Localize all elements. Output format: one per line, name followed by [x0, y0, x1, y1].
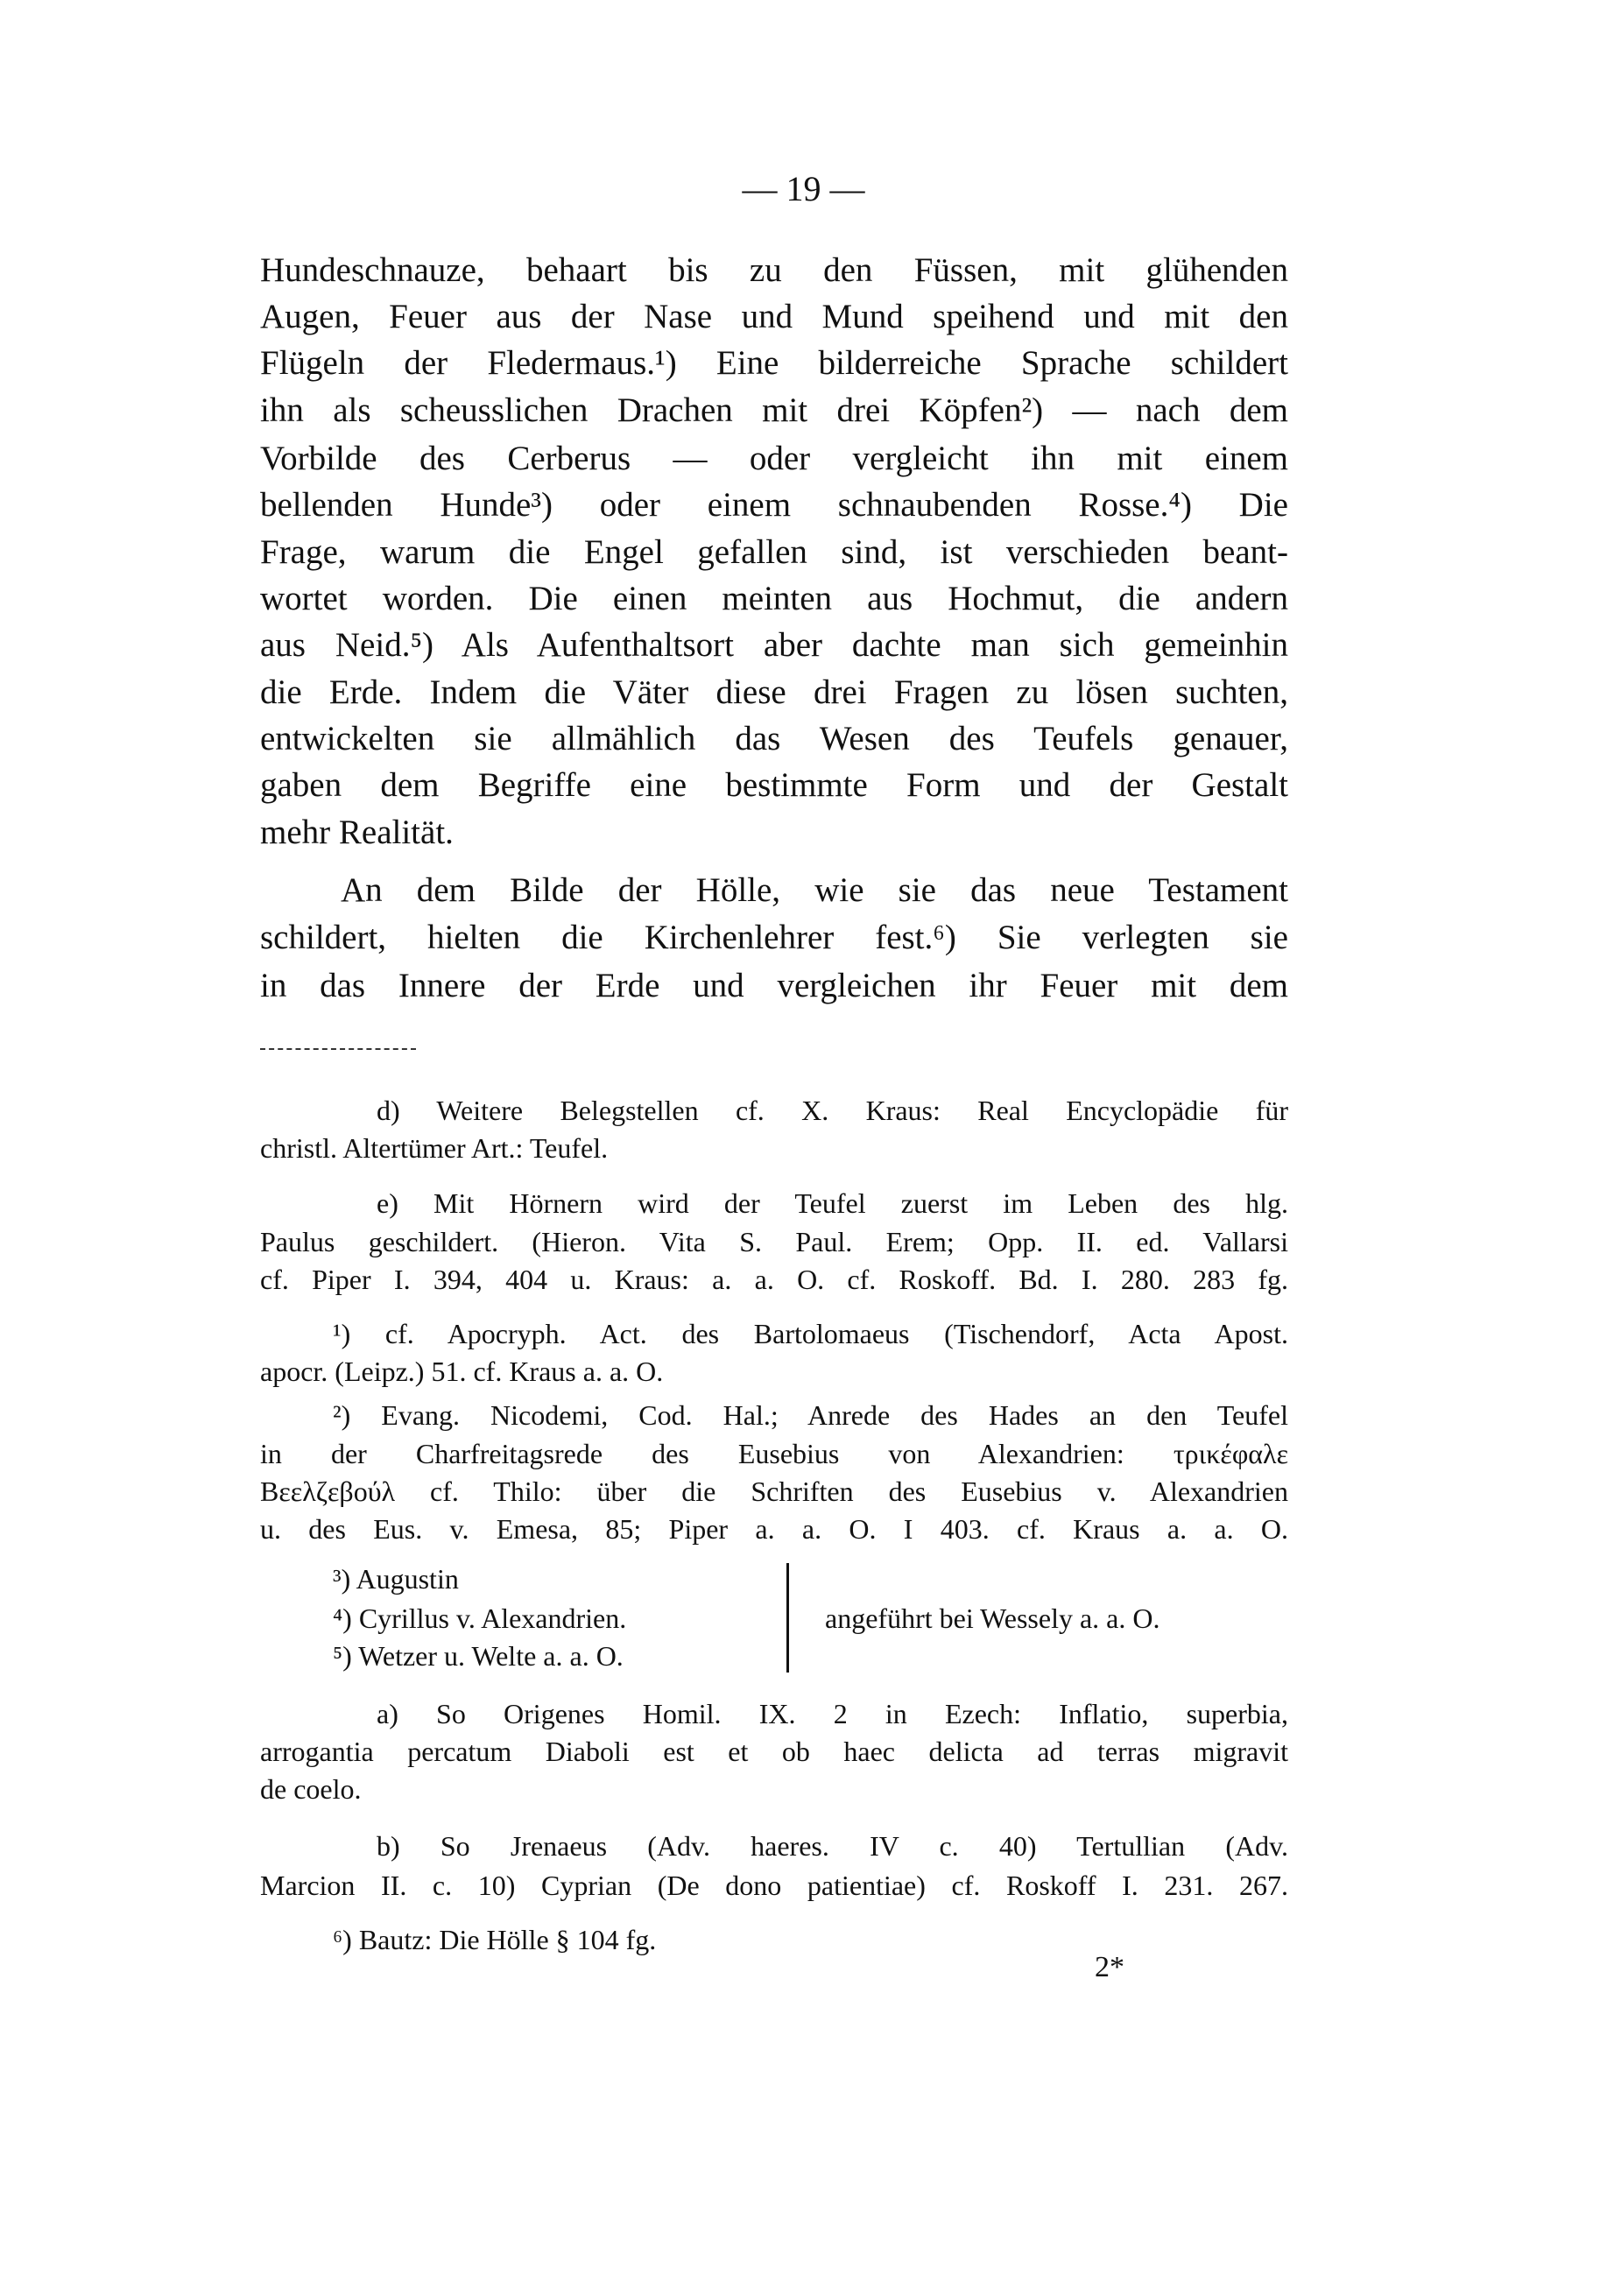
footnote-line: e) Mit Hörnern wird der Teufel zuerst im Leben des hlg.: [377, 1187, 1288, 1219]
footnote-line: d) Weitere Belegstellen cf. X. Kraus: Real Encyclopädie für: [377, 1095, 1288, 1126]
main-text-line: Flügeln der Fledermaus.¹) Eine bilderreiche Sprache schildert: [260, 344, 1288, 382]
footnote-line: apocr. (Leipz.) 51. cf. Kraus a. a. O.: [260, 1356, 664, 1387]
footnote-separator: [260, 1048, 416, 1050]
footnote-line: b) So Jrenaeus (Adv. haeres. IV c. 40) Tertullian (Adv.: [377, 1830, 1288, 1862]
footnote-line: u. des Eus. v. Emesa, 85; Piper a. a. O. I 403. cf. Kraus a. a. O.: [260, 1513, 1288, 1545]
footnote-line: ¹) cf. Apocryph. Act. des Bartolomaeus (Tischendorf, Acta Apost.: [333, 1318, 1288, 1349]
main-text-line: Hundeschnauze, behaart bis zu den Füssen, mit glühenden: [260, 251, 1288, 289]
main-text-line: Vorbilde des Cerberus — oder vergleicht ihn mit einem: [260, 440, 1288, 477]
main-text-line: schildert, hielten die Kirchenlehrer fest.⁶) Sie verlegten sie: [260, 919, 1288, 956]
footnote-line: ⁶) Bautz: Die Hölle § 104 fg.: [333, 1924, 657, 1955]
main-text-line: entwickelten sie allmählich das Wesen des Teufels genauer,: [260, 720, 1288, 757]
footnote-line: in der Charfreitagsrede des Eusebius von Alexandrien: τρικέφαλε: [260, 1438, 1288, 1469]
main-text-line: Augen, Feuer aus der Nase und Mund speihend und mit den: [260, 298, 1288, 335]
main-text-line: in das Innere der Erde und vergleichen ihr Feuer mit dem: [260, 967, 1288, 1004]
footnote-line: cf. Piper I. 394, 404 u. Kraus: a. a. O. cf. Roskoff. Bd. I. 280. 283 fg.: [260, 1264, 1288, 1295]
footnote-line: ⁴) Cyrillus v. Alexandrien.: [333, 1602, 627, 1634]
footnote-group-note: angeführt bei Wessely a. a. O.: [825, 1602, 1160, 1634]
main-text-line: mehr Realität.: [260, 813, 454, 851]
main-text-line: die Erde. Indem die Väter diese drei Fragen zu lösen suchten,: [260, 673, 1288, 711]
page-number: — 19 —: [742, 169, 865, 208]
main-text-line: An dem Bilde der Hölle, wie sie das neue Testament: [341, 871, 1288, 909]
signature-mark: 2*: [1095, 1951, 1124, 1983]
footnote-line: Βεελζεβούλ cf. Thilo: über die Schriften des Eusebius v. Alexandrien: [260, 1475, 1288, 1507]
footnote-line: christl. Altertümer Art.: Teufel.: [260, 1132, 609, 1164]
footnote-line: Paulus geschildert. (Hieron. Vita S. Paul. Erem; Opp. II. ed. Vallarsi: [260, 1226, 1288, 1257]
main-text-line: aus Neid.⁵) Als Aufenthaltsort aber dachte man sich gemeinhin: [260, 626, 1288, 664]
main-text-line: wortet worden. Die einen meinten aus Hochmut, die andern: [260, 580, 1288, 617]
footnote-line: Marcion II. c. 10) Cyprian (De dono patientiae) cf. Roskoff I. 231. 267.: [260, 1870, 1288, 1901]
footnote-line: a) So Origenes Homil. IX. 2 in Ezech: Inflatio, superbia,: [377, 1698, 1288, 1729]
main-text-line: ihn als scheusslichen Drachen mit drei Köpfen²) — nach dem: [260, 391, 1288, 429]
footnote-line: de coelo.: [260, 1773, 362, 1805]
main-text-line: Frage, warum die Engel gefallen sind, ist verschieden beant-: [260, 533, 1288, 571]
footnote-line: arrogantia percatum Diaboli est et ob haec delicta ad terras migravit: [260, 1736, 1288, 1767]
main-text-line: gaben dem Begriffe eine bestimmte Form und der Gestalt: [260, 766, 1288, 804]
brace: [786, 1563, 793, 1673]
footnote-line: ²) Evang. Nicodemi, Cod. Hal.; Anrede des Hades an den Teufel: [333, 1399, 1288, 1431]
footnote-line: ³) Augustin: [333, 1563, 459, 1595]
footnote-line: ⁵) Wetzer u. Welte a. a. O.: [333, 1640, 624, 1672]
main-text-line: bellenden Hunde³) oder einem schnaubenden Rosse.⁴) Die: [260, 486, 1288, 524]
